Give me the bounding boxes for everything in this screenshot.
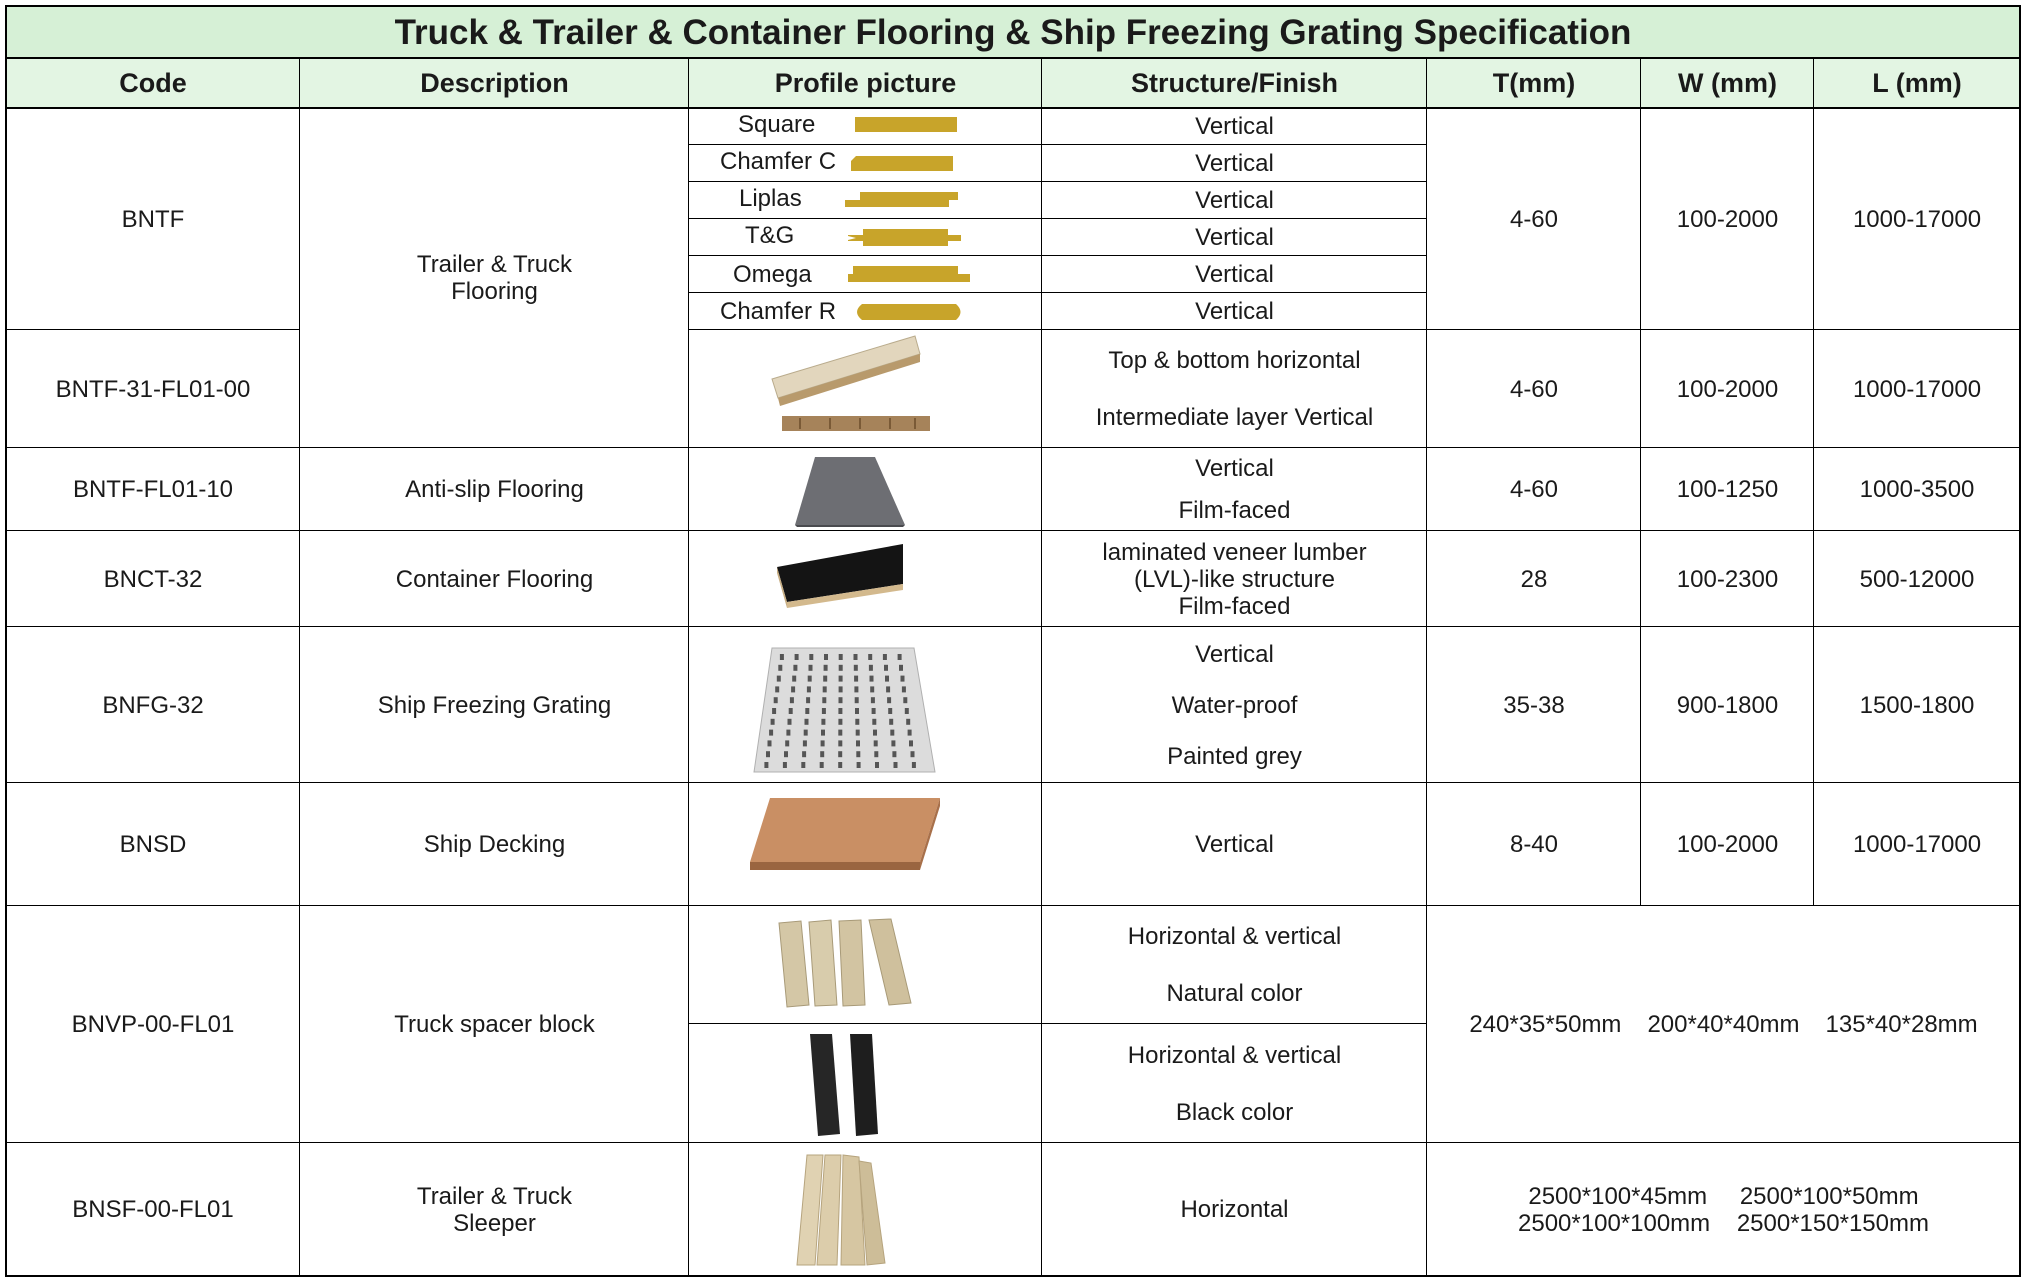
- grating-slot: [821, 719, 825, 725]
- grating-slot: [839, 697, 843, 703]
- grating-thickness: 35-38: [1503, 691, 1565, 719]
- grating-slot: [854, 654, 858, 660]
- grid-line: [5, 1275, 2021, 1277]
- grating-slot: [854, 686, 858, 692]
- sleeper-size-1: 2500*100*45mm: [1528, 1182, 1708, 1210]
- grating-slot: [838, 740, 842, 746]
- grating-slot: [872, 719, 876, 725]
- grating-slot: [869, 665, 873, 671]
- table-title: Truck & Trailer & Container Flooring & Ship Freezing Grating Specification: [394, 12, 1632, 52]
- grating-slot: [768, 740, 772, 746]
- spacer-size-3: 135*40*28mm: [1825, 1011, 1978, 1038]
- grating-slot: [839, 665, 843, 671]
- grating-slot: [892, 751, 896, 757]
- grating-slot: [883, 654, 887, 660]
- sleeper-beams-picture: [785, 1153, 890, 1268]
- grating-slot: [894, 762, 898, 768]
- bntf-code: BNTF: [121, 205, 185, 233]
- ship-deck-board-picture: [748, 796, 943, 874]
- grid-line: [689, 255, 1427, 256]
- column-header-structure-finish: Structure/Finish: [1130, 67, 1339, 98]
- grating-slot: [785, 740, 789, 746]
- sleeper-sizes-line-1: [1528, 1183, 1918, 1210]
- grating-slot: [891, 740, 895, 746]
- grating-slot: [888, 708, 892, 714]
- grid-line: [5, 5, 7, 1277]
- decking-length: 1000-17000: [1852, 831, 1982, 858]
- grating-slot: [856, 740, 860, 746]
- spacer-black-finish-line-1: Horizontal & vertical: [1127, 1041, 1342, 1069]
- anti-slip-board-picture: [795, 455, 905, 527]
- grid-line: [5, 905, 2021, 906]
- grating-slot: [886, 686, 890, 692]
- profile-name-tg: T&G: [745, 222, 795, 249]
- sleeper-size-2: 2500*100*50mm: [1739, 1182, 1919, 1210]
- grating-slot: [807, 686, 811, 692]
- grating-slot: [855, 719, 859, 725]
- container-finish-line-3: Film-faced: [1178, 592, 1291, 620]
- grating-slot: [764, 762, 768, 768]
- grating-slot: [792, 676, 796, 682]
- profile-finish-chamfer-c: Vertical: [1195, 150, 1274, 177]
- grating-slot: [909, 740, 913, 746]
- profile-finish-liplas: Vertical: [1195, 187, 1274, 214]
- grating-slot: [789, 708, 793, 714]
- grating-slot: [854, 665, 858, 671]
- decking-finish: Vertical: [1195, 831, 1274, 858]
- grating-slot: [908, 730, 912, 736]
- sleeper-finish: Horizontal: [1180, 1196, 1289, 1223]
- grating-slot: [838, 751, 842, 757]
- spacer-black-finish-line-2: Black color: [1175, 1098, 1294, 1126]
- grating-slot: [870, 676, 874, 682]
- grating-slot: [839, 676, 843, 682]
- bntf-description: [300, 108, 689, 448]
- container-finish: [1042, 531, 1427, 627]
- decking-description: Ship Decking: [423, 831, 566, 858]
- antislip-code: BNTF-FL01-10: [72, 476, 234, 503]
- grating-slot: [874, 751, 878, 757]
- liplas-profile-icon: [845, 190, 961, 210]
- grating-slot: [874, 740, 878, 746]
- chamfer-r-profile-icon: [852, 302, 967, 322]
- antislip-width: 100-1250: [1676, 476, 1779, 503]
- grating-slot: [838, 730, 842, 736]
- grating-length: 1500-1800: [1859, 691, 1975, 719]
- column-header-thickness: T(mm): [1492, 67, 1576, 98]
- container-finish-line-2: (LVL)-like structure: [1134, 565, 1335, 593]
- bntf31-code: BNTF-31-FL01-00: [55, 375, 251, 403]
- grating-finish-line-1: Vertical: [1195, 640, 1274, 668]
- grating-slot: [890, 730, 894, 736]
- grating-slot: [795, 654, 799, 660]
- grating-slot: [809, 665, 813, 671]
- antislip-thickness: 4-60: [1509, 476, 1559, 503]
- grating-slot: [906, 719, 910, 725]
- grid-line: [1813, 58, 1814, 906]
- grid-line: [688, 58, 689, 1276]
- sleeper-code: BNSF-00-FL01: [72, 1196, 234, 1223]
- grating-slot: [805, 708, 809, 714]
- grid-line: [5, 447, 2021, 448]
- grating-slot: [784, 751, 788, 757]
- decking-thickness: 8-40: [1509, 831, 1559, 858]
- column-header-length: L (mm): [1872, 67, 1962, 98]
- spacer-size-1: 240*35*50mm: [1469, 1011, 1622, 1038]
- profile-finish-square: Vertical: [1195, 113, 1274, 140]
- grating-slot: [884, 665, 888, 671]
- sleeper-size-4: 2500*150*150mm: [1736, 1209, 1929, 1237]
- grating-slot: [823, 686, 827, 692]
- laminated-board-picture: [770, 334, 935, 434]
- grating-slot: [872, 708, 876, 714]
- grating-slot: [769, 730, 773, 736]
- bntf31-finish-line-1: Top & bottom horizontal: [1108, 347, 1361, 374]
- bntf-description-line-1: Trailer & Truck: [416, 251, 573, 278]
- grid-line: [1041, 58, 1042, 1276]
- grid-line: [1640, 58, 1641, 906]
- grating-finish: [1042, 627, 1427, 783]
- grid-line: [5, 107, 2021, 109]
- grid-line: [1426, 58, 1427, 1276]
- grating-slot: [802, 751, 806, 757]
- antislip-finish-line-2: Film-faced: [1178, 497, 1291, 524]
- bntf31-thickness: 4-60: [1509, 375, 1559, 403]
- bntf-width: 100-2000: [1676, 205, 1779, 233]
- grid-line: [5, 782, 2021, 783]
- grating-slot: [838, 719, 842, 725]
- grating-slot: [875, 762, 879, 768]
- grating-slot: [870, 686, 874, 692]
- container-code: BNCT-32: [103, 565, 203, 593]
- spacer-natural-finish-line-1: Horizontal & vertical: [1127, 923, 1342, 950]
- grating-slot: [777, 676, 781, 682]
- sleeper-description-line-2: Sleeper: [453, 1209, 536, 1237]
- sleeper-sizes-line-2: [1518, 1210, 1929, 1237]
- chamfer-c-profile-icon: [851, 153, 955, 173]
- grating-slot: [804, 730, 808, 736]
- spacer-size-2: 200*40*40mm: [1647, 1011, 1800, 1038]
- container-length: 500-12000: [1859, 565, 1975, 593]
- sleeper-size-3: 2500*100*100mm: [1518, 1209, 1711, 1237]
- grating-slot: [821, 740, 825, 746]
- grating-slot: [775, 686, 779, 692]
- grid-line: [5, 329, 300, 330]
- grid-line: [689, 181, 1427, 182]
- grating-slot: [903, 697, 907, 703]
- grating-slot: [793, 665, 797, 671]
- grating-slot: [838, 762, 842, 768]
- sleeper-description: [300, 1143, 689, 1276]
- grating-slot: [790, 697, 794, 703]
- decking-width: 100-2000: [1676, 831, 1779, 858]
- grating-slot: [889, 719, 893, 725]
- grating-slot: [786, 730, 790, 736]
- bntf-length: 1000-17000: [1852, 205, 1982, 233]
- grating-slot: [774, 697, 778, 703]
- grating-slot: [809, 654, 813, 660]
- grid-line: [689, 329, 2021, 330]
- sleeper-description-line-1: Trailer & Truck: [416, 1182, 573, 1210]
- grid-line: [299, 58, 300, 1276]
- bntf31-length: 1000-17000: [1852, 375, 1982, 403]
- container-board-picture: [775, 542, 910, 610]
- black-spacer-blocks-picture: [806, 1032, 886, 1138]
- grid-line: [5, 57, 2021, 59]
- square-profile-icon: [855, 116, 959, 134]
- grating-slot: [854, 676, 858, 682]
- bntf31-finish: [1042, 330, 1427, 448]
- grating-slot: [899, 665, 903, 671]
- grating-slot: [805, 719, 809, 725]
- profile-finish-tg: Vertical: [1195, 224, 1274, 251]
- sleeper-sizes: [1427, 1143, 2020, 1276]
- grating-slot: [871, 697, 875, 703]
- grating-slot: [885, 676, 889, 682]
- grating-slot: [838, 708, 842, 714]
- container-thickness: 28: [1520, 565, 1548, 593]
- grid-line: [5, 1142, 2021, 1143]
- spacer-natural-finish-line-2: Natural color: [1166, 980, 1303, 1007]
- grating-slot: [839, 686, 843, 692]
- grating-slot: [771, 719, 775, 725]
- grating-slot: [868, 654, 872, 660]
- grating-slot: [839, 654, 843, 660]
- profile-name-chamfer-r: Chamfer R: [720, 298, 837, 325]
- grating-slot: [873, 730, 877, 736]
- bntf31-width: 100-2000: [1676, 375, 1779, 403]
- grating-slot: [857, 762, 861, 768]
- grating-slot: [856, 730, 860, 736]
- antislip-finish-line-1: Vertical: [1195, 455, 1274, 482]
- grating-slot: [901, 676, 905, 682]
- grating-slot: [766, 751, 770, 757]
- column-header-profile-picture: Profile picture: [774, 67, 957, 98]
- spacer-code: BNVP-00-FL01: [71, 1011, 235, 1038]
- spacer-description: Truck spacer block: [394, 1011, 595, 1038]
- grating-slot: [820, 762, 824, 768]
- grating-slot: [824, 654, 828, 660]
- grating-slot: [808, 676, 812, 682]
- profile-name-chamfer-c: Chamfer C: [720, 148, 837, 175]
- tongue-groove-profile-icon: [848, 227, 964, 249]
- profile-finish-chamfer-r: Vertical: [1195, 298, 1274, 325]
- grating-slot: [788, 719, 792, 725]
- grating-slot: [772, 708, 776, 714]
- bntf-description-line-2: Flooring: [451, 278, 538, 305]
- container-width: 100-2300: [1676, 565, 1779, 593]
- antislip-finish: [1042, 448, 1427, 531]
- grating-description: Ship Freezing Grating: [377, 691, 612, 719]
- grid-line: [2019, 5, 2021, 1277]
- grating-slot: [822, 697, 826, 703]
- freezing-grating-picture: [752, 646, 937, 774]
- natural-spacer-blocks-picture: [775, 917, 915, 1009]
- grating-slot: [855, 697, 859, 703]
- decking-code: BNSD: [119, 831, 187, 858]
- grating-slot: [855, 708, 859, 714]
- bntf-thickness: 4-60: [1509, 205, 1559, 233]
- grid-line: [5, 530, 2021, 531]
- grid-line: [689, 218, 1427, 219]
- grid-line: [5, 5, 2021, 7]
- grating-slot: [824, 665, 828, 671]
- container-finish-line-1: laminated veneer lumber: [1102, 538, 1367, 566]
- grating-slot: [911, 751, 915, 757]
- column-header-width: W (mm): [1678, 67, 1777, 98]
- profile-name-square: Square: [738, 111, 816, 138]
- grating-finish-line-3: Painted grey: [1167, 742, 1302, 770]
- bntf31-finish-line-2: Intermediate layer Vertical: [1095, 404, 1374, 431]
- grid-line: [689, 1023, 1427, 1024]
- spacer-black-finish: [1042, 1024, 1427, 1143]
- grid-line: [689, 292, 1427, 293]
- column-header-description: Description: [420, 67, 569, 98]
- antislip-length: 1000-3500: [1859, 476, 1975, 503]
- profile-name-omega: Omega: [733, 261, 812, 288]
- grating-slot: [783, 762, 787, 768]
- grating-slot: [856, 751, 860, 757]
- grating-slot: [801, 762, 805, 768]
- column-header-code: Code: [119, 67, 187, 98]
- grating-slot: [820, 751, 824, 757]
- omega-profile-icon: [848, 264, 972, 286]
- spacer-natural-finish: [1042, 906, 1427, 1024]
- grating-slot: [887, 697, 891, 703]
- grating-width: 900-1800: [1676, 691, 1779, 719]
- grating-slot: [778, 665, 782, 671]
- container-description: Container Flooring: [395, 565, 594, 593]
- grating-slot: [803, 740, 807, 746]
- profile-name-liplas: Liplas: [739, 185, 802, 212]
- grating-slot: [806, 697, 810, 703]
- grating-slot: [912, 762, 916, 768]
- grating-slot: [822, 708, 826, 714]
- profile-finish-omega: Vertical: [1195, 261, 1274, 288]
- grid-line: [689, 144, 1427, 145]
- grating-slot: [823, 676, 827, 682]
- grating-slot: [821, 730, 825, 736]
- grating-slot: [898, 654, 902, 660]
- grid-line: [5, 626, 2021, 627]
- grating-code: BNFG-32: [102, 691, 204, 719]
- grating-slot: [902, 686, 906, 692]
- antislip-description: Anti-slip Flooring: [405, 476, 584, 503]
- grating-slot: [905, 708, 909, 714]
- grating-finish-line-2: Water-proof: [1171, 691, 1298, 719]
- grating-slot: [780, 654, 784, 660]
- spacer-sizes: [1427, 906, 2020, 1143]
- grating-slot: [791, 686, 795, 692]
